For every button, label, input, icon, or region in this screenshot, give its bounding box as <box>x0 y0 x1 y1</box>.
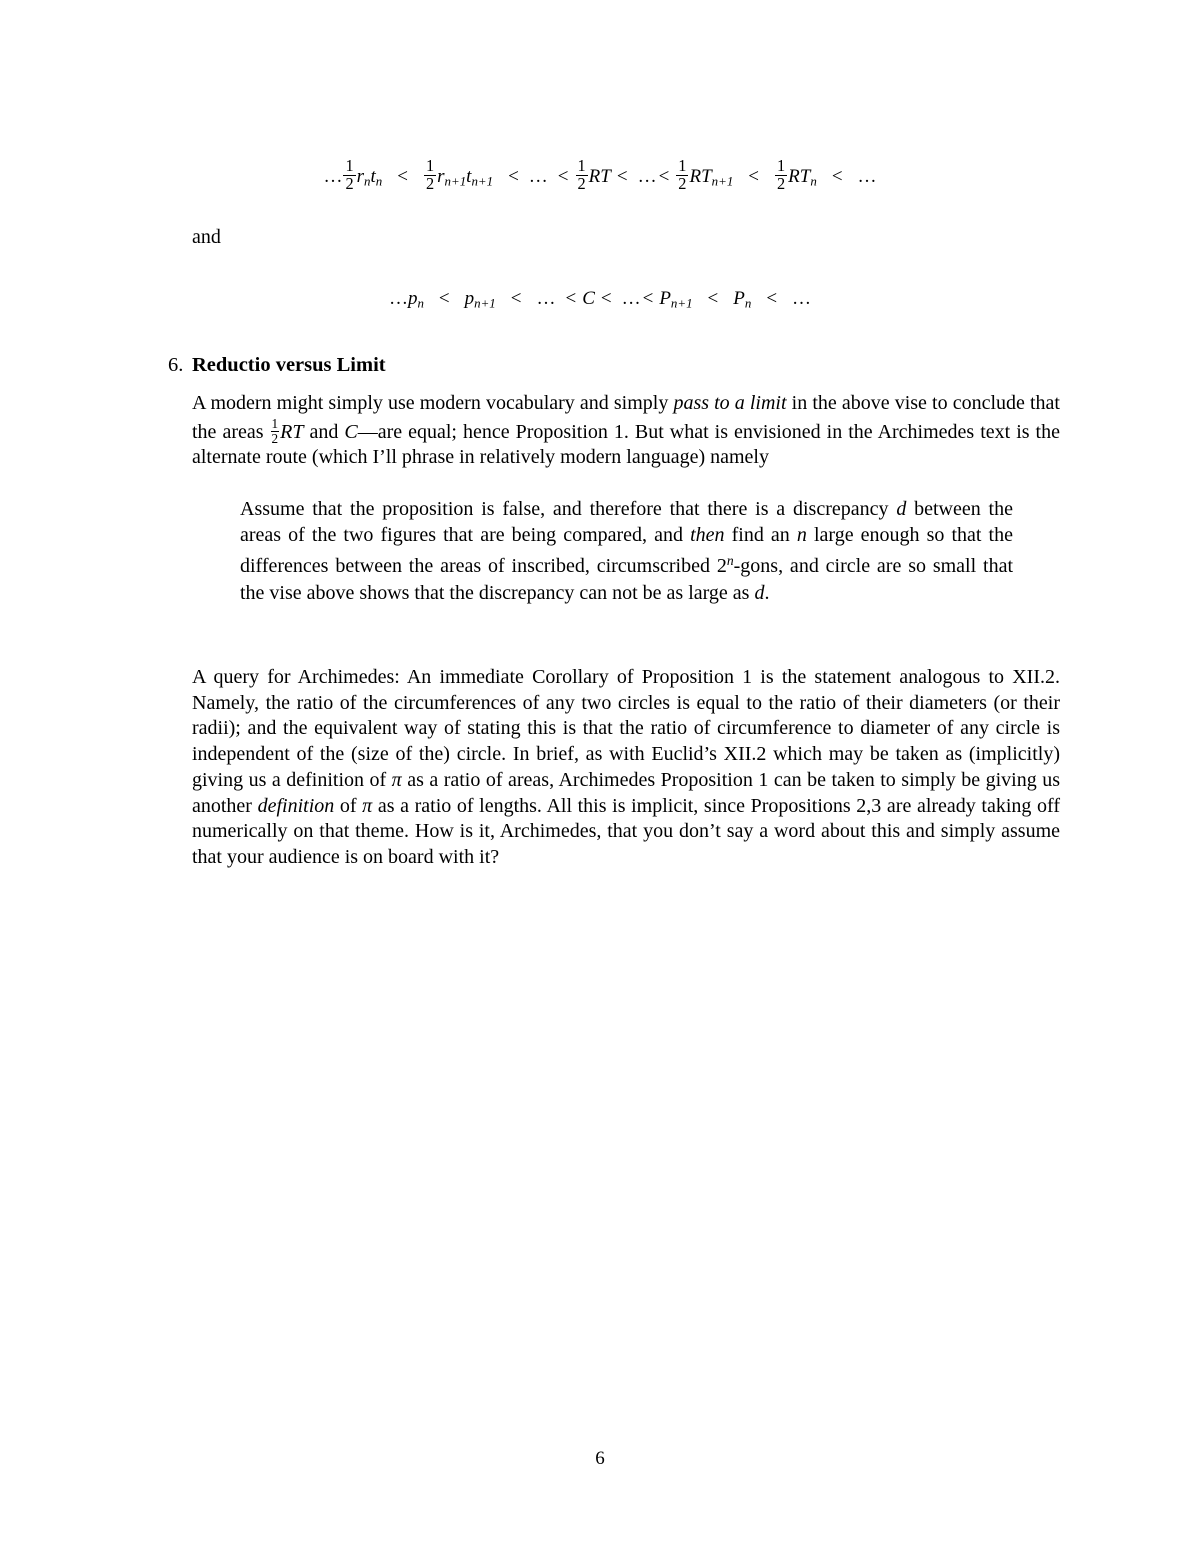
eq1-term1-t-sub: n <box>375 173 383 189</box>
eq1-frac-5: $\frac{1}{2}$ <box>777 156 786 193</box>
p2-part3: of <box>334 794 363 817</box>
section-heading <box>168 354 1068 377</box>
eq2-term4-P: P <box>659 288 671 309</box>
display-equation-1 <box>0 158 1200 193</box>
blockquote-assume-proposition-false <box>240 496 1013 606</box>
quote-part4: large enough so that the differences between the areas of inscribed, circumscribed <box>240 524 1013 578</box>
p1-inline-fraction-one-half: $\frac{1}{2}$ <box>271 415 279 446</box>
display-equation-2 <box>0 288 1200 312</box>
eq1-frac-2: $\frac{1}{2}$ <box>425 156 435 193</box>
eq1-mid-ellipsis-1: … <box>528 165 548 187</box>
quote-italic-d: d <box>896 498 907 520</box>
eq1-term1-r-sub: n <box>364 173 371 189</box>
eq1-lt-7: < <box>831 165 843 187</box>
p1-italic-pass-to-a-limit: pass to a limit <box>673 392 787 414</box>
eq1-lt-1: < <box>397 165 408 187</box>
quote-italic-d2: d <box>754 581 765 604</box>
page-number: 6 <box>595 1448 605 1469</box>
eq2-term5-sub: n <box>744 295 752 311</box>
eq1-lt-6: < <box>748 165 759 187</box>
p2-italic-definition: definition <box>257 794 335 817</box>
quote-part2: between the areas of the two figures that are being compared, and <box>240 498 1013 547</box>
eq1-leading-ellipsis: … <box>323 165 343 187</box>
eq1-term1-t: t <box>370 165 376 187</box>
section-title: Reductio versus Limit <box>192 354 386 376</box>
eq1-term2-t: t <box>466 165 472 187</box>
eq2-term1-p: p <box>407 288 418 309</box>
p2-part2: as a ratio of areas, Archimedes Proposition 1 can be taken to simply be giving us another <box>192 768 1060 817</box>
p2-part4: as a ratio of lengths. All this is implicit, since Propositions 2,3 are already taking off numerically on that theme. How is it, Archimedes, that you don’t say a word about this and simply assume that your audience is on board with it? <box>192 794 1060 868</box>
eq1-lt-4: < <box>616 165 628 187</box>
eq1-term1-r: r <box>356 165 365 187</box>
eq2-lt-1: < <box>438 288 450 309</box>
eq1-term5-RT: RT <box>788 165 811 187</box>
eq1-frac-3: $\frac{1}{2}$ <box>577 156 586 193</box>
connector-and: and <box>192 226 221 248</box>
eq2-term2-p: p <box>464 288 475 309</box>
p1-C: C <box>344 420 358 443</box>
eq2-mid-ellipsis-2: … <box>621 288 641 309</box>
eq1-frac-4: $\frac{1}{2}$ <box>678 156 687 193</box>
eq1-lt-3: < <box>557 165 569 187</box>
quote-part1: Assume that the proposition is false, and therefore that there is a discrepancy <box>240 498 897 520</box>
eq1-mid-ellipsis-2: … <box>637 165 657 187</box>
eq1-term3-RT: RT <box>588 165 611 187</box>
eq1-lt-2: < <box>508 165 519 187</box>
p1-part1: A modern might simply use modern vocabulary and simply <box>192 392 674 414</box>
eq1-term4-sub: n+1 <box>711 173 734 189</box>
quote-italic-then: then <box>690 524 725 547</box>
eq2-lt-3: < <box>565 288 577 309</box>
eq2-lt-7: < <box>766 288 778 309</box>
quote-italic-n: n <box>796 524 807 547</box>
eq2-term1-sub: n <box>417 295 424 311</box>
eq2-lt-6: < <box>707 288 719 309</box>
eq2-lt-4: < <box>600 288 612 309</box>
eq2-term3-C: C <box>582 288 595 309</box>
eq1-trailing-ellipsis: … <box>857 165 877 187</box>
p1-part5: —are equal; hence Proposition 1. But what is envisioned in the Archimedes text is the alternate route (which I’ll phrase in relatively modern language) namely <box>192 420 1060 469</box>
quote-superscript-n: n <box>726 553 734 569</box>
quote-part6: . <box>764 581 770 604</box>
quote-two: 2 <box>716 555 727 578</box>
eq1-frac-1: $\frac{1}{2}$ <box>345 156 354 193</box>
p1-part2: in the above vise to conclude that the areas <box>192 392 1060 443</box>
quote-part3: find an <box>724 524 797 547</box>
eq1-term5-sub: n <box>810 173 817 189</box>
section-number: 6. <box>168 354 184 376</box>
eq2-leading-ellipsis: … <box>388 288 408 309</box>
paragraph-query-for-archimedes <box>192 665 1060 871</box>
eq1-term2-t-sub: n+1 <box>471 173 494 189</box>
quote-part5: -gons, and circle are so small that the vise above shows that the discrepancy can not be as large as <box>240 555 1014 604</box>
p2-part1: A query for Archimedes: An immediate Corollary of Proposition 1 is the statement analogous to XII.2. Namely, the ratio of the circumferences of any two circles is equal to the ratio of their diameters (or their radii); and the equivalent way of stating this is that the ratio of circumference to diameter of any circle is independent of the (size of the) circle. In brief, as with Euclid’s XII.2 which may be taken as (implicitly) giving us a definition of <box>192 666 1060 791</box>
p2-pi-2: π <box>362 794 373 817</box>
eq2-term4-sub: n+1 <box>670 295 693 311</box>
eq2-term2-sub: n+1 <box>474 295 496 311</box>
eq1-term2-r-sub: n+1 <box>444 173 467 189</box>
p1-RT: RT <box>280 420 304 443</box>
eq2-term5-P: P <box>733 288 745 309</box>
eq2-mid-ellipsis-1: … <box>536 288 556 309</box>
p2-pi-1: π <box>391 768 402 791</box>
eq2-lt-2: < <box>510 288 522 309</box>
paragraph-modern-vocabulary <box>192 391 1060 471</box>
eq1-term4-RT: RT <box>689 165 712 187</box>
eq2-lt-5: < <box>642 288 654 309</box>
eq1-term2-r: r <box>437 165 445 187</box>
eq1-lt-5: < <box>658 165 670 187</box>
eq2-trailing-ellipsis: … <box>792 288 812 309</box>
p1-part4: and <box>303 420 345 443</box>
